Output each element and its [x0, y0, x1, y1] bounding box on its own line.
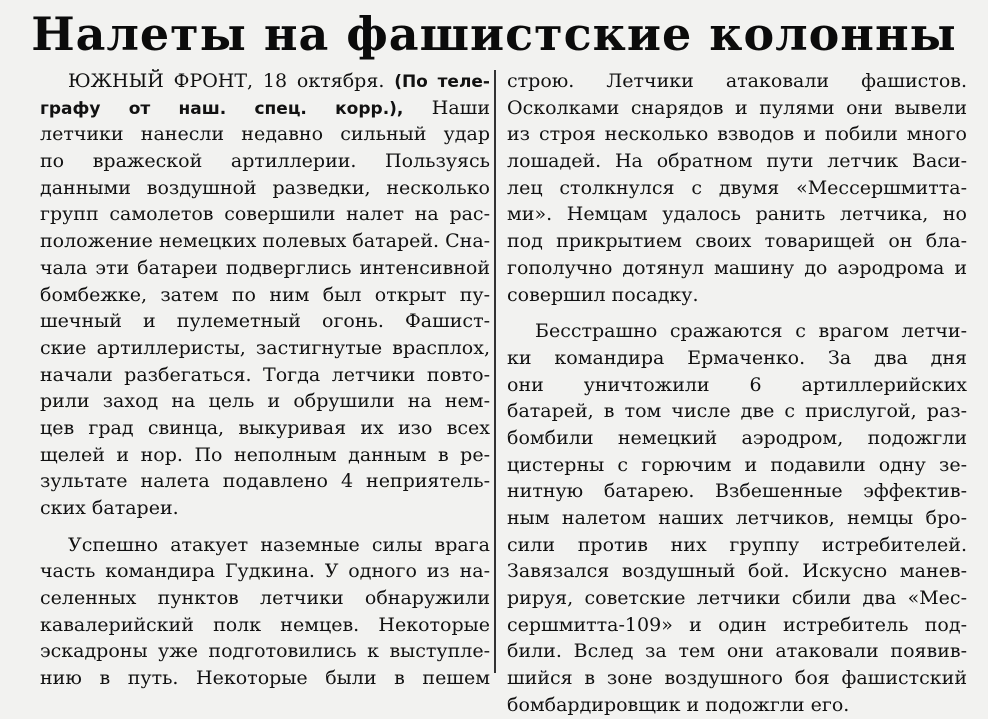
text-line: селенных пунктов летчики обнаружили	[40, 587, 490, 610]
text-line	[40, 95, 490, 122]
text-line: совершил посадку.	[507, 283, 699, 306]
text-line: по вражеской артиллерии. Пользуясь	[40, 150, 490, 173]
text-line: батарей, в том числе две с прислугой, раз-	[507, 400, 967, 423]
text-line: строю. Летчики атаковали фашистов.	[507, 70, 967, 92]
text-line: групп самолетов совершили налет на рас-	[40, 203, 490, 226]
text-line: летчики нанесли недавно сильный удар	[40, 123, 490, 146]
text-line: цистерны с горючим и подавили одну зе-	[507, 453, 967, 476]
text-line: рили заход на цель и обрушили на нем-	[40, 390, 490, 413]
text-line: ки командира Ермаченко. За два дня	[507, 346, 967, 369]
text-line: из строя несколько взводов и побили много	[507, 123, 967, 146]
text-line: сершмитта-109» и один истребитель под-	[507, 613, 967, 636]
text-line: Осколками снарядов и пулями они вывели	[507, 96, 967, 119]
text-line: начали разбегаться. Тогда летчики повто-	[40, 363, 490, 386]
paragraph-gap	[507, 308, 967, 318]
text-line: гополучно дотянул машину до аэродрома и	[507, 256, 967, 279]
text-line: данными воздушной разведки, несколько	[40, 176, 490, 199]
paragraph-gap	[40, 522, 490, 532]
dateline-source: (По теле-	[394, 72, 490, 92]
dateline-place-date: ЮЖНЫЙ ФРОНТ, 18 октября.	[68, 70, 385, 92]
text-line: они уничтожили 6 артиллерийских	[507, 373, 967, 396]
text-line: цев град свинца, выкуривая их изо всех	[40, 416, 490, 439]
dateline-source-cont: графу от наш. спец. корр.),	[40, 98, 404, 119]
text-line: рируя, советские летчики сбили два «Мес-	[507, 587, 967, 610]
text-line: Бесстрашно сражаются с врагом летчи-	[535, 320, 967, 343]
text-line: часть командира Гудкина. У одного из на-	[40, 560, 490, 583]
left-column	[40, 68, 490, 692]
text-line: бомбардировщик и подожгли его.	[507, 693, 850, 716]
text-line: ным налетом наших летчиков, немцы бро-	[507, 507, 967, 529]
text-line: эскадроны уже подготовились к выступле-	[40, 640, 490, 663]
right-column	[507, 68, 967, 719]
text-line: шийся в зоне воздушного боя фашистский	[507, 667, 967, 690]
text-line: сили против них группу истребителей.	[507, 533, 967, 556]
text-line: бомбежке, затем по ним был открыт пу-	[40, 283, 490, 306]
text-line: кавалерийский полк немцев. Некоторые	[40, 613, 490, 636]
text-line: били. Вслед за тем они атаковали появив-	[507, 640, 967, 663]
article-headline: Налеты на фашистские колонны	[31, 7, 957, 61]
text-line: нитную батарею. Взбешенные эффектив-	[507, 480, 967, 503]
text-line: ми». Немцам удалось ранить летчика, но	[507, 203, 967, 226]
text-line: зультате налета подавлено 4 неприятель-	[40, 470, 490, 493]
text-line: нию в путь. Некоторые были в пешем	[40, 667, 490, 690]
text-line: под прикрытием своих товарищей он бла-	[507, 230, 967, 253]
text-line: положение немецких полевых батарей. Сна-	[40, 230, 490, 253]
text-line: Завязался воздушный бой. Искусно манев-	[507, 560, 967, 583]
text-line: лец столкнулся с двумя «Мессершмитта-	[507, 176, 967, 199]
text-fragment: Наши	[431, 96, 490, 119]
text-line: бомбили немецкий аэродром, подожгли	[507, 426, 967, 449]
text-line: шечный и пулеметный огонь. Фашист-	[40, 310, 490, 333]
text-line: чала эти батареи подверглись интенсивной	[40, 256, 490, 279]
text-line: ских батареи.	[40, 497, 179, 519]
text-line: ские артиллеристы, застигнутые врасплох,	[40, 336, 490, 359]
text-line: лошадей. На обратном пути летчик Васи-	[507, 150, 967, 173]
text-line: Успешно атакует наземные силы врага	[68, 533, 490, 556]
article-dateline	[40, 68, 490, 95]
text-line: щелей и нор. По неполным данным в ре-	[40, 443, 490, 466]
column-divider	[494, 70, 496, 673]
